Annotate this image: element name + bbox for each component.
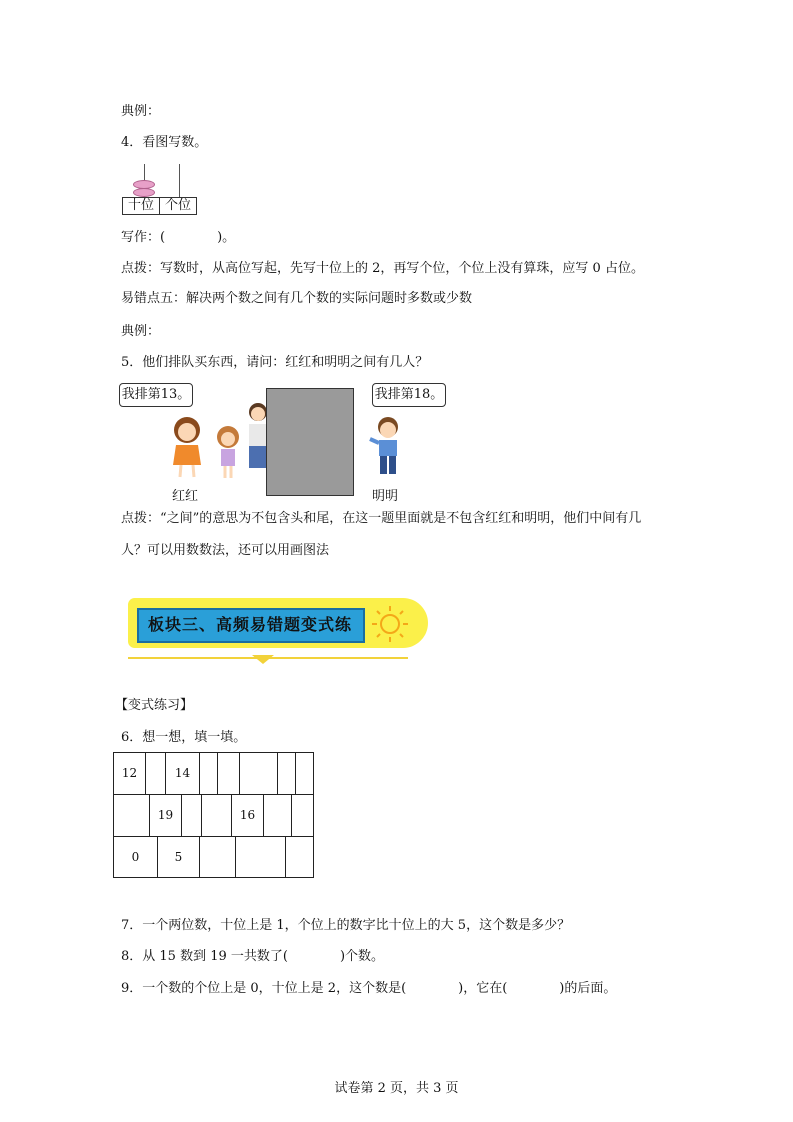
grid-cell-blank[interactable]	[146, 753, 166, 794]
grid-row-2	[114, 795, 313, 837]
name-label-left: 红红	[172, 489, 199, 504]
banner-title: 板块三、高频易错题变式练	[147, 615, 352, 634]
grid-cell: 16	[232, 795, 264, 836]
question-4-hint: 点拨：写数时，从高位写起，先写十位上的 2，再写个位，个位上没有算珠，应写 0 占位。	[121, 261, 644, 276]
speech-bubble-left: 我排第13。	[119, 383, 193, 407]
hidden-queue-block	[266, 388, 354, 496]
grid-row-3	[114, 837, 313, 877]
page-footer: 试卷第 2 页，共 3 页	[334, 1081, 459, 1096]
sun-icon	[368, 604, 412, 644]
grid-cell: 14	[166, 753, 200, 794]
boy-figure-icon	[368, 415, 408, 479]
grid-cell-blank[interactable]	[114, 795, 150, 836]
grid-cell-blank[interactable]	[286, 837, 313, 878]
pitfall-5-heading: 易错点五：解决两个数之间有几个数的实际问题时多数或少数	[121, 291, 473, 306]
question-9: 9．一个数的个位上是 0，十位上是 2，这个数是( )，它在( )的后面。	[121, 981, 617, 996]
grid-cell-blank[interactable]	[296, 753, 313, 794]
grid-cell: 12	[114, 753, 146, 794]
tens-place-label: 十位	[122, 197, 160, 215]
grid-cell-blank[interactable]	[202, 795, 232, 836]
girl-figure-icon	[170, 415, 204, 481]
grid-cell: 5	[158, 837, 200, 878]
grid-cell-blank[interactable]	[218, 753, 240, 794]
abacus-bead	[133, 188, 155, 197]
ones-place-label: 个位	[159, 197, 197, 215]
grid-cell-blank[interactable]	[182, 795, 202, 836]
question-4: 4．看图写数。	[121, 135, 208, 150]
number-grid	[113, 752, 314, 878]
question-4-answer: 写作：( )。	[121, 230, 236, 245]
question-5-hint-line-2: 人？可以用数数法，还可以用画图法	[121, 543, 330, 558]
grid-cell-blank[interactable]	[240, 753, 278, 794]
grid-cell-blank[interactable]	[200, 753, 218, 794]
grid-row-1	[114, 753, 313, 795]
grid-cell-blank[interactable]	[278, 753, 296, 794]
grid-cell-blank[interactable]	[236, 837, 286, 878]
question-5: 5．他们排队买东西，请问：红红和明明之间有几人？	[121, 355, 429, 370]
question-6: 6．想一想，填一填。	[121, 730, 247, 745]
grid-cell-blank[interactable]	[292, 795, 313, 836]
example-label-1: 典例：	[121, 104, 161, 119]
question-7: 7．一个两位数，十位上是 1，个位上的数字比十位上的大 5，这个数是多少？	[121, 918, 571, 933]
example-label-2: 典例：	[121, 324, 161, 339]
grid-cell-blank[interactable]	[264, 795, 292, 836]
banner-pointer-icon	[252, 655, 274, 665]
grid-cell: 0	[114, 837, 158, 878]
hidden-boy-figure-icon	[246, 402, 268, 470]
speech-bubble-right: 我排第18。	[372, 383, 446, 407]
ones-rod	[179, 164, 180, 197]
grid-cell-blank[interactable]	[200, 837, 236, 878]
practice-heading: 【变式练习】	[115, 698, 194, 713]
question-5-hint-line-1: 点拨：“之间”的意思为不包含头和尾，在这一题里面就是不包含红红和明明，他们中间有几	[121, 511, 642, 526]
small-girl-figure-icon	[215, 425, 241, 481]
grid-cell: 19	[150, 795, 182, 836]
name-label-right: 明明	[372, 489, 399, 504]
question-8: 8．从 15 数到 19 一共数了( )个数。	[121, 949, 385, 964]
